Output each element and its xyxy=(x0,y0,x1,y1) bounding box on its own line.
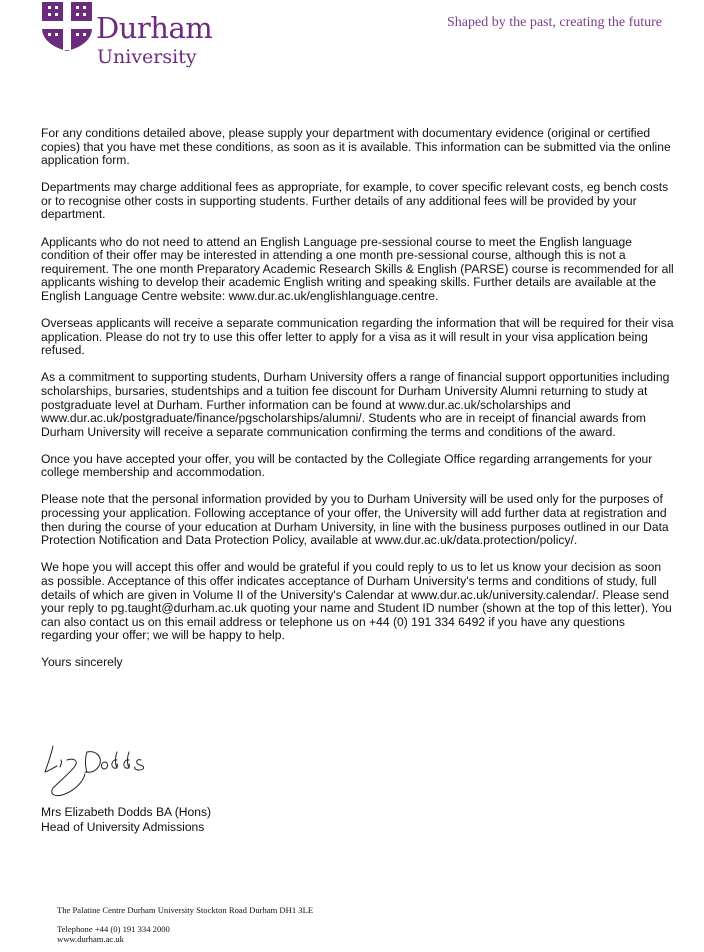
footer-telephone: Telephone +44 (0) 191 334 2000 xyxy=(57,924,170,934)
paragraph-data-protection: Please note that the personal information provided by you to Durham University will be used only for the purposes of processing your application. Following acceptance of your offer, the University will add further data at registration and then during the course of your education at Durham University, in line with the business purposes outlined in our Data Protection Notification and Data Protection Policy, available at www.dur.ac.uk/data.protection/policy/. xyxy=(41,492,669,548)
footer xyxy=(57,905,313,944)
paragraph-conditions: For any conditions detailed above, please supply your department with documentary evidence (original or certified copies) that you have met these conditions, as soon as it is available. This information can be submitted via the online application form. xyxy=(41,126,671,168)
letter-body xyxy=(41,127,677,684)
paragraph-acceptance: We hope you will accept this offer and would be grateful if you could reply to us to let us know your decision as soon as possible. Acceptance of this offer indicates acceptance of Durham University's terms and conditions of study, full details of which are given in Volume II of the University's Calendar at www.dur.ac.uk/university.calendar/. Please send your reply to pg.taught@durham.ac.uk quoting your name and Student ID number (shown at the top of this letter). You can also contact us on this email address or telephone us on +44 (0) 191 334 6492 if you have any questions regarding your offer; we will be happy to help. xyxy=(41,560,672,643)
closing-salutation: Yours sincerely xyxy=(41,655,123,670)
signatory-name: Mrs Elizabeth Dodds BA (Hons) xyxy=(41,805,212,819)
paragraph-accommodation: Once you have accepted your offer, you will be contacted by the Collegiate Office regarding arrangements for your college membership and accommodation. xyxy=(41,451,653,480)
crest-icon xyxy=(41,1,93,51)
signatory-block xyxy=(41,805,211,835)
footer-website: www.durham.ac.uk xyxy=(57,934,124,944)
signatory-title: Head of University Admissions xyxy=(41,820,205,834)
signature-image xyxy=(39,738,169,800)
paragraph-financial-support: As a commitment to supporting students, Durham University offers a range of financial support opportunities including scholarships, bursaries, studentships and a tuition fee discount for Durham University Alumni returning to study at postgraduate level at Durham. Further information can be found at www.dur.ac.uk/scholarships and www.dur.ac.uk/postgraduate/finance/pgscholarships/alumni/. Students who are in receipt of financial awards from Durham University will receive a separate communication confirming the terms and conditions of the award. xyxy=(41,370,670,439)
logo-wordmark-university: University xyxy=(97,46,197,68)
footer-address: The Palatine Centre Durham University Stockton Road Durham DH1 3LE xyxy=(57,905,314,915)
university-logo xyxy=(41,1,221,75)
logo-wordmark-durham: Durham xyxy=(96,11,213,45)
tagline: Shaped by the past, creating the future xyxy=(447,15,662,30)
paragraph-visa: Overseas applicants will receive a separate communication regarding the information that will be required for their visa application. Please do not try to use this offer letter to apply for a visa as it will result in your visa application being refused. xyxy=(41,316,674,358)
paragraph-fees: Departments may charge additional fees as appropriate, for example, to cover specific relevant costs, eg bench costs or to recognise other costs in supporting students. Further details of any additional fees will be provided by your department. xyxy=(41,180,669,222)
paragraph-english-language: Applicants who do not need to attend an English Language pre-sessional course to meet the English language condition of their offer may be interested in attending a one month pre-sessional course, although this is not a requirement. The one month Preparatory Academic Research Skills & English (PARSE) course is recommended for all applicants wishing to develop their academic English writing and speaking skills. Further details are available at the English Language Centre website: www.dur.ac.uk/englishlanguage.centre. xyxy=(41,234,674,303)
